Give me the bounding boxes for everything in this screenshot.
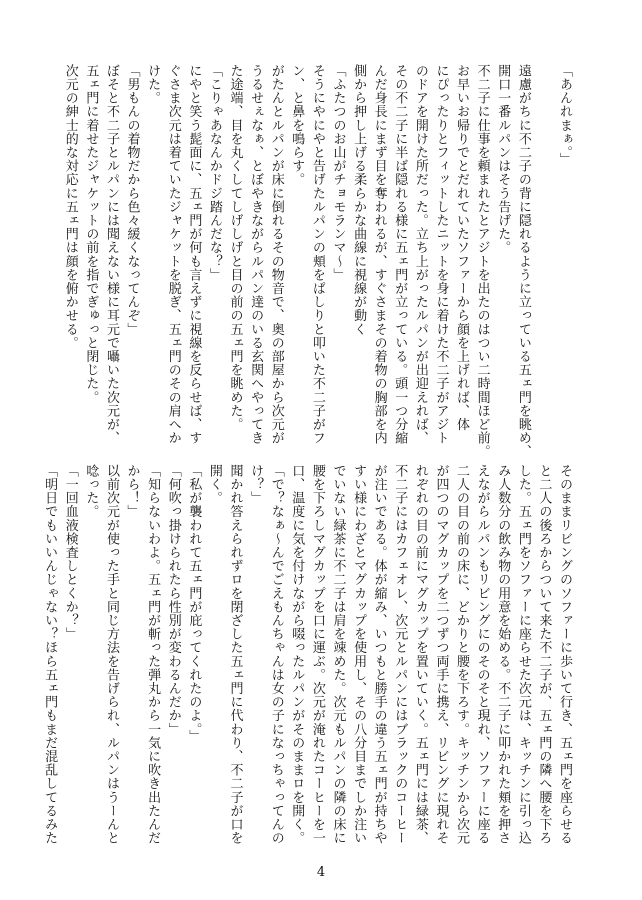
text-line: お早いお帰りでとだれていたソファーから顔を上げれば、体 bbox=[454, 64, 470, 432]
text-line: が注いである。体が縮み、いつもと勝手の違う五ェ門が持ちや bbox=[371, 464, 387, 845]
text-line: けた。 bbox=[145, 64, 161, 105]
text-line: そうにやにやと告げたルパンの頬をぱしりと叩いた不二子がフ bbox=[309, 64, 325, 445]
text-line: 開く。 bbox=[206, 464, 222, 505]
text-line: すい様にわざとマグカップを使用し、その八分目までしか注い bbox=[351, 464, 367, 845]
text-line: 不二子に仕事を頼まれたとアジトを出たのはつい二時間ほど前。 bbox=[474, 64, 490, 459]
text-line: 以前次元が使った手と同じ方法を告げられ、ルパンはうーんと bbox=[103, 464, 119, 845]
text-line: うるせぇなぁ、とぼやきながらルパン達のいる玄関へやってき bbox=[248, 64, 264, 445]
text-line: 開口一番ルパンはそう告げた。 bbox=[495, 64, 511, 255]
text-line: から！」 bbox=[124, 464, 140, 519]
text-line: 「で？なぁ～んでごえもんちゃんは女の子になっちゃってんの bbox=[268, 464, 284, 845]
text-line: 腰を下ろしマグカップを口に運ぶ。次元が淹れたコーヒーを一 bbox=[309, 464, 325, 845]
text-line: 「こりゃあなんかドジ踏んだな？」 bbox=[206, 64, 222, 282]
text-line: 聞かれ答えられずロを閉ざした五ェ門に代わり、不二子が口を bbox=[227, 464, 243, 845]
text-line: と二人の後ろからついて来た不二子が、五ェ門の隣へ腰を下ろ bbox=[536, 464, 552, 845]
text-line: ぐさま次元は着ていたジャケットを脱ぎ、五ェ門のその肩へか bbox=[165, 64, 181, 445]
text-line: にやと笑う髭面に、五ェ門が何も言えずに視線を反らせば、す bbox=[186, 64, 202, 445]
text-line: した。五ェ門をソファーに座らせた次元は、キッチンに引っ込 bbox=[515, 464, 531, 845]
text-line: ぼそと不二子とルパンには聞えない様に耳元で囁いた次元が、 bbox=[103, 64, 119, 445]
text-line: 口、温度に気を付けながら啜ったルパンがそのままロを開く。 bbox=[289, 464, 305, 845]
bottom-text-block bbox=[42, 464, 574, 845]
text-line: 五ェ門に着せたジャケットの前を指でぎゅっと閉じた。 bbox=[83, 64, 99, 404]
text-line: その不二子に半ば隠れる様に五ェ門が立っている。頭一つ分縮 bbox=[392, 64, 408, 445]
text-line: 「何吹っ掛けられたら性別が変わるんだか」 bbox=[165, 464, 181, 736]
text-line: そのままリビングのソファーに歩いて行き、五ェ門を座らせる bbox=[557, 464, 572, 845]
text-line: がたんとルパンが床に倒れるその物音で、奥の部屋から次元が bbox=[268, 64, 284, 445]
text-line: 「一回血液検査しとくか？」 bbox=[62, 464, 78, 641]
text-line: 二人の目の前の床に、どかりと腰を下ろす。キッチンから次元 bbox=[454, 464, 470, 845]
text-line: 「明日でもいいんじゃない？ほら五ェ門もまだ混乱してるみた bbox=[42, 464, 58, 845]
text-line: にぴったりとフィットしたニットを身に着けた不二子がアジト bbox=[433, 64, 449, 445]
text-line: 「あんれまぁ。」 bbox=[557, 64, 572, 167]
text-line: 「ふたつのお山がチョモランマ～」 bbox=[330, 64, 346, 282]
text-line: 不二子にはカフェオレ、次元とルパンにはブラックのコーヒー bbox=[392, 464, 408, 845]
page-number: 4 bbox=[316, 865, 326, 880]
text-line bbox=[533, 64, 554, 444]
text-line: が四つのマグカップを二つずつ両手に携え、リビングに現れそ bbox=[433, 464, 449, 845]
text-line: れぞれの目の前にマグカップを置いていく。五ェ門には緑茶、 bbox=[412, 464, 428, 845]
text-line: 遠慮がちに不二子の背に隠れるように立っている五ェ門を眺め、 bbox=[515, 64, 531, 459]
text-line: 「男もんの着物だから色々緩くなってんぞ」 bbox=[124, 64, 140, 336]
text-line: 側から押し上げる柔らかな曲線に視線が動く bbox=[351, 64, 367, 336]
text-line: でいない緑茶に不二子は肩を竦めた。次元もルパンの隣の床に bbox=[330, 464, 346, 845]
top-text-block bbox=[62, 64, 574, 459]
text-line: 唸った。 bbox=[83, 464, 99, 519]
text-line: のドアを開けた所だった。立ち上がったルパンが出迎えれば、 bbox=[412, 64, 428, 445]
text-line: み人数分の飲み物の用意を始める。不二子に叩かれた頬を押さ bbox=[495, 464, 511, 845]
text-line: た途端、目を丸くしてしげしげと目の前の五ェ門を眺めた。 bbox=[227, 64, 243, 432]
text-line: け？」 bbox=[248, 464, 264, 505]
text-line: 「知らないわよ。五ェ門が斬った弾丸から一気に吹き出たんだ bbox=[145, 464, 161, 845]
text-line: えながらルパンもリビングにのそのそと現れ、ソファーに座る bbox=[474, 464, 490, 845]
text-line: 次元の紳士的な対応に五ェ門は顔を俯かせる。 bbox=[62, 64, 78, 350]
text-line: んだ身長にまず目を奪われるが、すぐさまその着物の胸部を内 bbox=[371, 64, 387, 445]
text-line: 「私が襲われて五ェ門が庇ってくれたのよ。」 bbox=[186, 464, 202, 744]
text-line: ン、と鼻を鳴らす。 bbox=[289, 64, 305, 187]
